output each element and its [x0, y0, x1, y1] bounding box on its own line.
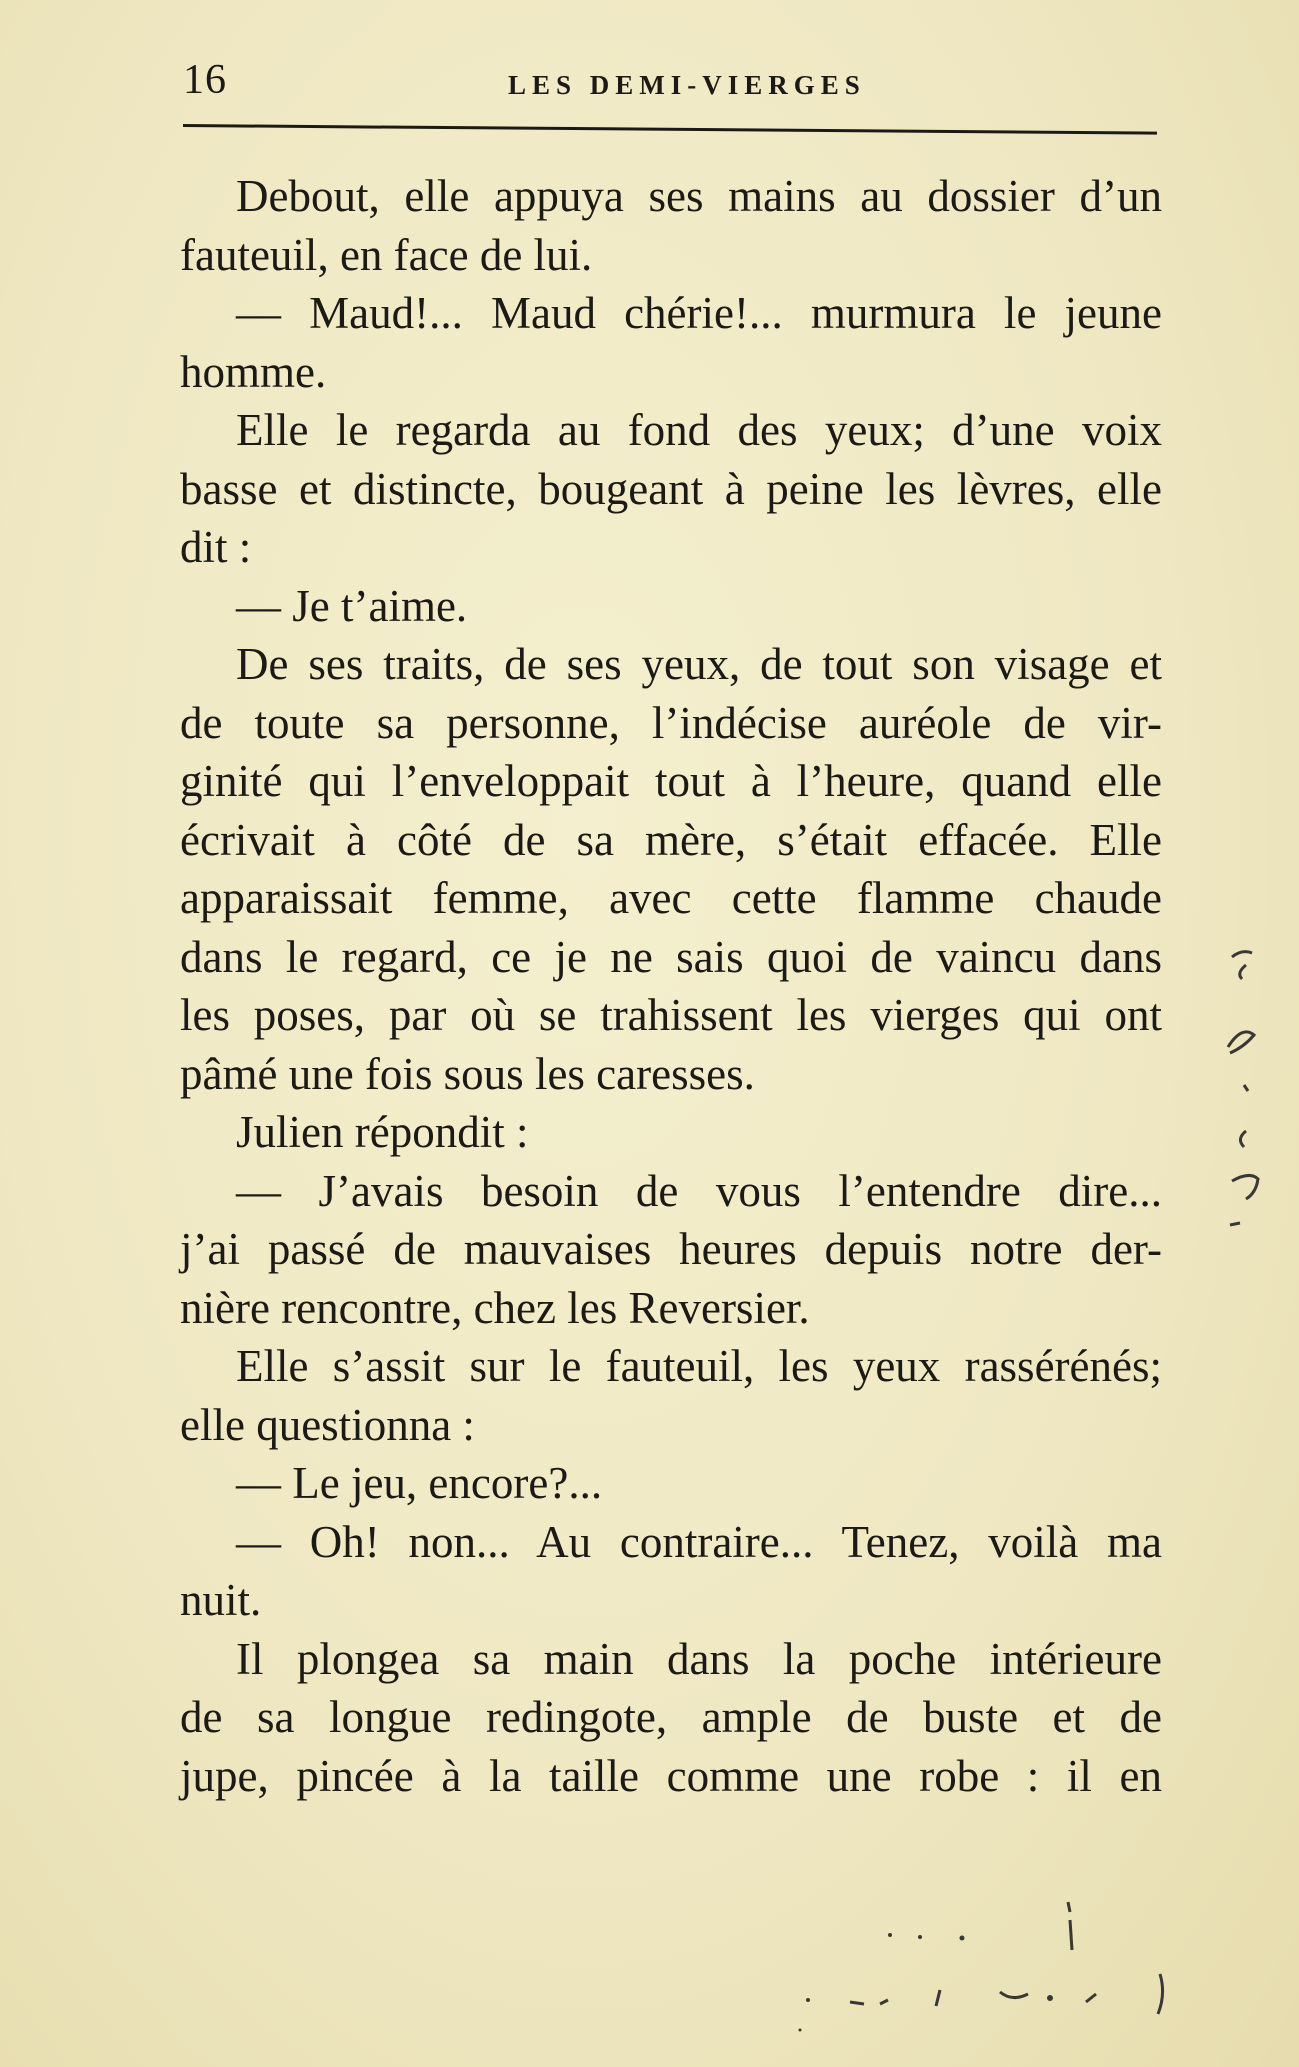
text-line: les poses, par où se trahissent les vierges qui ont	[180, 990, 1162, 1040]
text-line: nière rencontre, chez les Reversier.	[180, 1282, 810, 1333]
text-line: de sa longue redingote, ample de buste et de	[180, 1692, 1162, 1742]
text-line: nuit.	[180, 1575, 262, 1625]
text-line: Il plongea sa main dans la poche intérieure	[236, 1633, 1162, 1684]
text-line: de toute sa personne, l’indécise auréole de vir-	[180, 697, 1162, 748]
text-line: ginité qui l’enveloppait tout à l’heure, quand elle	[180, 756, 1162, 806]
text-line: basse et distincte, bougeant à peine les lèvres, elle	[180, 463, 1162, 514]
page-number: 16	[183, 57, 227, 103]
footer-ink-marks	[740, 1890, 1190, 2040]
text-line: — Le jeu, encore?...	[236, 1458, 603, 1508]
text-line: Elle le regarda au fond des yeux; d’une voix	[236, 405, 1162, 455]
text-line: fauteuil, en face de lui.	[180, 229, 593, 280]
page-header	[183, 56, 1157, 116]
text-line: Elle s’assit sur le fauteuil, les yeux rassérénés;	[236, 1341, 1162, 1391]
text-line: pâmé une fois sous les caresses.	[180, 1048, 755, 1099]
text-line: elle questionna :	[180, 1399, 475, 1450]
text-line: — Je t’aime.	[236, 580, 468, 631]
text-line: apparaissait femme, avec cette flamme chaude	[180, 873, 1162, 923]
text-line: — Maud!... Maud chérie!... murmura le jeune	[236, 288, 1162, 338]
text-line: — J’avais besoin de vous l’entendre dire...	[236, 1165, 1162, 1216]
header-rule	[183, 124, 1157, 135]
body-text	[180, 167, 1162, 1805]
running-title: LES DEMI-VIERGES	[508, 70, 866, 100]
text-line: — Oh! non... Au contraire... Tenez, voilà ma	[236, 1516, 1162, 1567]
text-line: jupe, pincée à la taille comme une robe : il en	[180, 1750, 1162, 1801]
text-line: dit :	[180, 522, 252, 572]
text-line: dans le regard, ce je ne sais quoi de vaincu dans	[180, 931, 1162, 982]
text-line: Debout, elle appuya ses mains au dossier d’un	[236, 171, 1162, 221]
text-line: De ses traits, de ses yeux, de tout son visage et	[236, 639, 1162, 689]
text-line: j’ai passé de mauvaises heures depuis notre der-	[180, 1224, 1162, 1274]
text-line: Julien répondit :	[236, 1107, 529, 1157]
margin-pencil-marks	[1222, 935, 1282, 1235]
text-line: écrivait à côté de sa mère, s’était effacée. Elle	[180, 814, 1162, 865]
text-line: homme.	[180, 346, 327, 397]
